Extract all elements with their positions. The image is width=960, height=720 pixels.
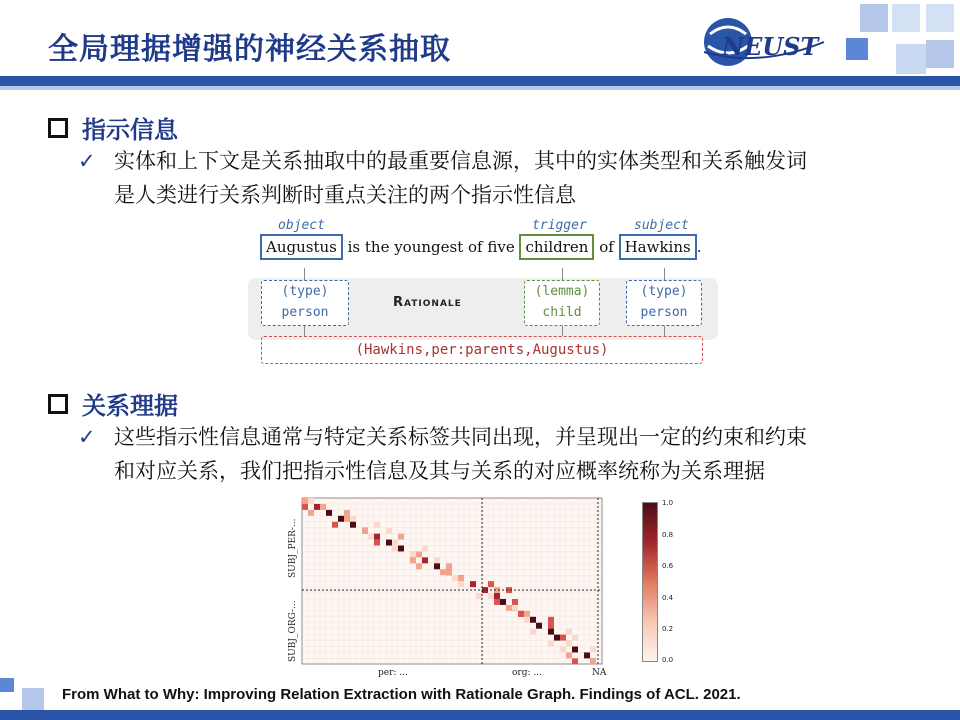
heatmap-cell [308,498,314,504]
deco-square [0,678,14,692]
rationale-heatmap [282,494,612,686]
heatmap-cell [344,510,350,516]
heatmap-cell [374,522,380,528]
heatmap-cell [500,599,506,605]
heatmap-cell [398,534,404,540]
subject-type-box: (type) person [626,280,702,326]
heatmap-cell [530,629,536,635]
heatmap-cell [422,557,428,563]
object-label: object [278,218,325,233]
rationale-example-figure [248,212,718,372]
deco-square [926,40,954,68]
heatmap-cell [446,569,452,575]
logo-text: NEUST [722,32,819,61]
heatmap-colorbar [642,502,658,662]
heatmap-cell [422,546,428,552]
heatmap-cell [548,617,554,623]
heatmap-cell [572,647,578,653]
heatmap-cell [518,611,524,617]
bullet-relation-rationale: ✓ 这些指示性信息通常与特定关系标签共同出现，并呈现出一定的约束和约束 和对应关系，我们把指示性信息及其与关系的对应概率统称为关系理据 [78,420,807,488]
heatmap-cell [488,593,494,599]
heatmap-cell [506,605,512,611]
heatmap-cell [452,575,458,581]
heatmap-cell [338,516,344,522]
colorbar-tick: 0.8 [662,531,674,539]
relation-triple: (Hawkins,per:parents,Augustus) [261,336,703,364]
heatmap-cell [524,617,530,623]
heatmap-row-label: SUBJ_PER-... [288,518,298,578]
object-type-box: (type) person [261,280,349,326]
check-icon: ✓ [78,425,96,449]
heatmap-cell [530,617,536,623]
heatmap-cell [494,599,500,605]
heatmap-cell [560,647,566,653]
colorbar-tick: 0.6 [662,562,674,570]
deco-square [926,4,954,32]
square-bullet-icon [48,394,68,414]
page-title: 全局理据增强的神经关系抽取 [48,32,451,67]
citation-footer: From What to Why: Improving Relation Extraction with Rationale Graph. Findings of ACL. 2021. [62,686,741,703]
heatmap-cell [488,581,494,587]
heatmap-cell [566,629,572,635]
heatmap-cell [494,593,500,599]
colorbar-tick: 0.0 [662,656,674,664]
heatmap-row-label: SUBJ_ORG-... [288,600,298,662]
deco-square [892,4,920,32]
heatmap-cell [350,516,356,522]
heatmap-cell [446,563,452,569]
heatmap-cell [326,510,332,516]
deco-square [846,38,868,60]
heatmap-cell [416,551,422,557]
heatmap-cell [302,504,308,510]
heatmap-cell [572,658,578,664]
rationale-label: Rationale [393,295,462,310]
heatmap-cell [590,658,596,664]
heatmap-cell [308,510,314,516]
heatmap-cell [470,581,476,587]
colorbar-tick: 1.0 [662,499,674,507]
heatmap-cell [458,581,464,587]
colorbar-tick: 0.4 [662,594,674,602]
heatmap-cell [584,652,590,658]
heatmap-cell [512,599,518,605]
subject-label: subject [634,218,689,233]
trigger-word: children [519,234,594,260]
heatmap-cell [440,569,446,575]
heatmap-cell [524,611,530,617]
heatmap-cell [434,557,440,563]
heatmap-cell [590,647,596,653]
heatmap-cell [548,623,554,629]
heatmap-cell [548,641,554,647]
heatmap-cell [362,528,368,534]
square-bullet-icon [48,118,68,138]
heatmap-cell [392,546,398,552]
title-bar-accent [0,86,960,90]
deco-square [22,688,44,710]
heatmap-cell [560,635,566,641]
heatmap-cell [374,534,380,540]
colorbar-tick: 0.2 [662,625,674,633]
bullet-indicator-info: ✓ 实体和上下文是关系抽取中的最重要信息源，其中的实体类型和关系触发词 是人类进行关系判断时重点关注的两个指示性信息 [78,144,807,212]
heatmap-cell [368,534,374,540]
heatmap-col-label: org: ... [512,668,542,678]
heatmap-cell [566,641,572,647]
arrow-icon [664,326,666,336]
trigger-label: trigger [532,218,587,233]
heatmap-cell [536,623,542,629]
heatmap-cell [344,516,350,522]
section-heading-rationale: 关系理据 [48,386,178,421]
heatmap-cell [548,629,554,635]
heatmap-cell [386,540,392,546]
heatmap-cell [332,522,338,528]
heatmap-cell [512,605,518,611]
heatmap-cell [434,563,440,569]
example-sentence: Augustus is the youngest of five children of Hawkins . [260,238,701,256]
trigger-lemma-box: (lemma) child [524,280,600,326]
heatmap-cell [320,504,326,510]
section-heading-indicator: 指示信息 [48,110,178,145]
heatmap-cell [398,546,404,552]
arrow-icon [562,268,564,280]
heatmap-cell [410,557,416,563]
heatmap-cell [458,575,464,581]
bottom-bar [0,710,960,720]
heatmap-cell [374,540,380,546]
heatmap-col-label: NA [592,668,607,678]
heatmap-cell [554,635,560,641]
check-icon: ✓ [78,149,96,173]
arrow-icon [304,268,306,280]
heatmap-cell [476,593,482,599]
deco-square [860,4,888,32]
heatmap-cell [566,652,572,658]
heatmap-cell [302,498,308,504]
object-entity: Augustus [260,234,343,260]
heatmap-cell [350,522,356,528]
arrow-icon [664,268,666,280]
arrow-icon [562,326,564,336]
arrow-icon [304,326,306,336]
heatmap-col-label: per: ... [378,668,408,678]
heatmap-cell [416,563,422,569]
subject-entity: Hawkins [619,234,697,260]
heatmap-cell [392,540,398,546]
heatmap-cell [314,504,320,510]
heatmap-cell [572,635,578,641]
heatmap-cell [386,528,392,534]
heatmap-cell [410,551,416,557]
deco-square [896,44,926,74]
